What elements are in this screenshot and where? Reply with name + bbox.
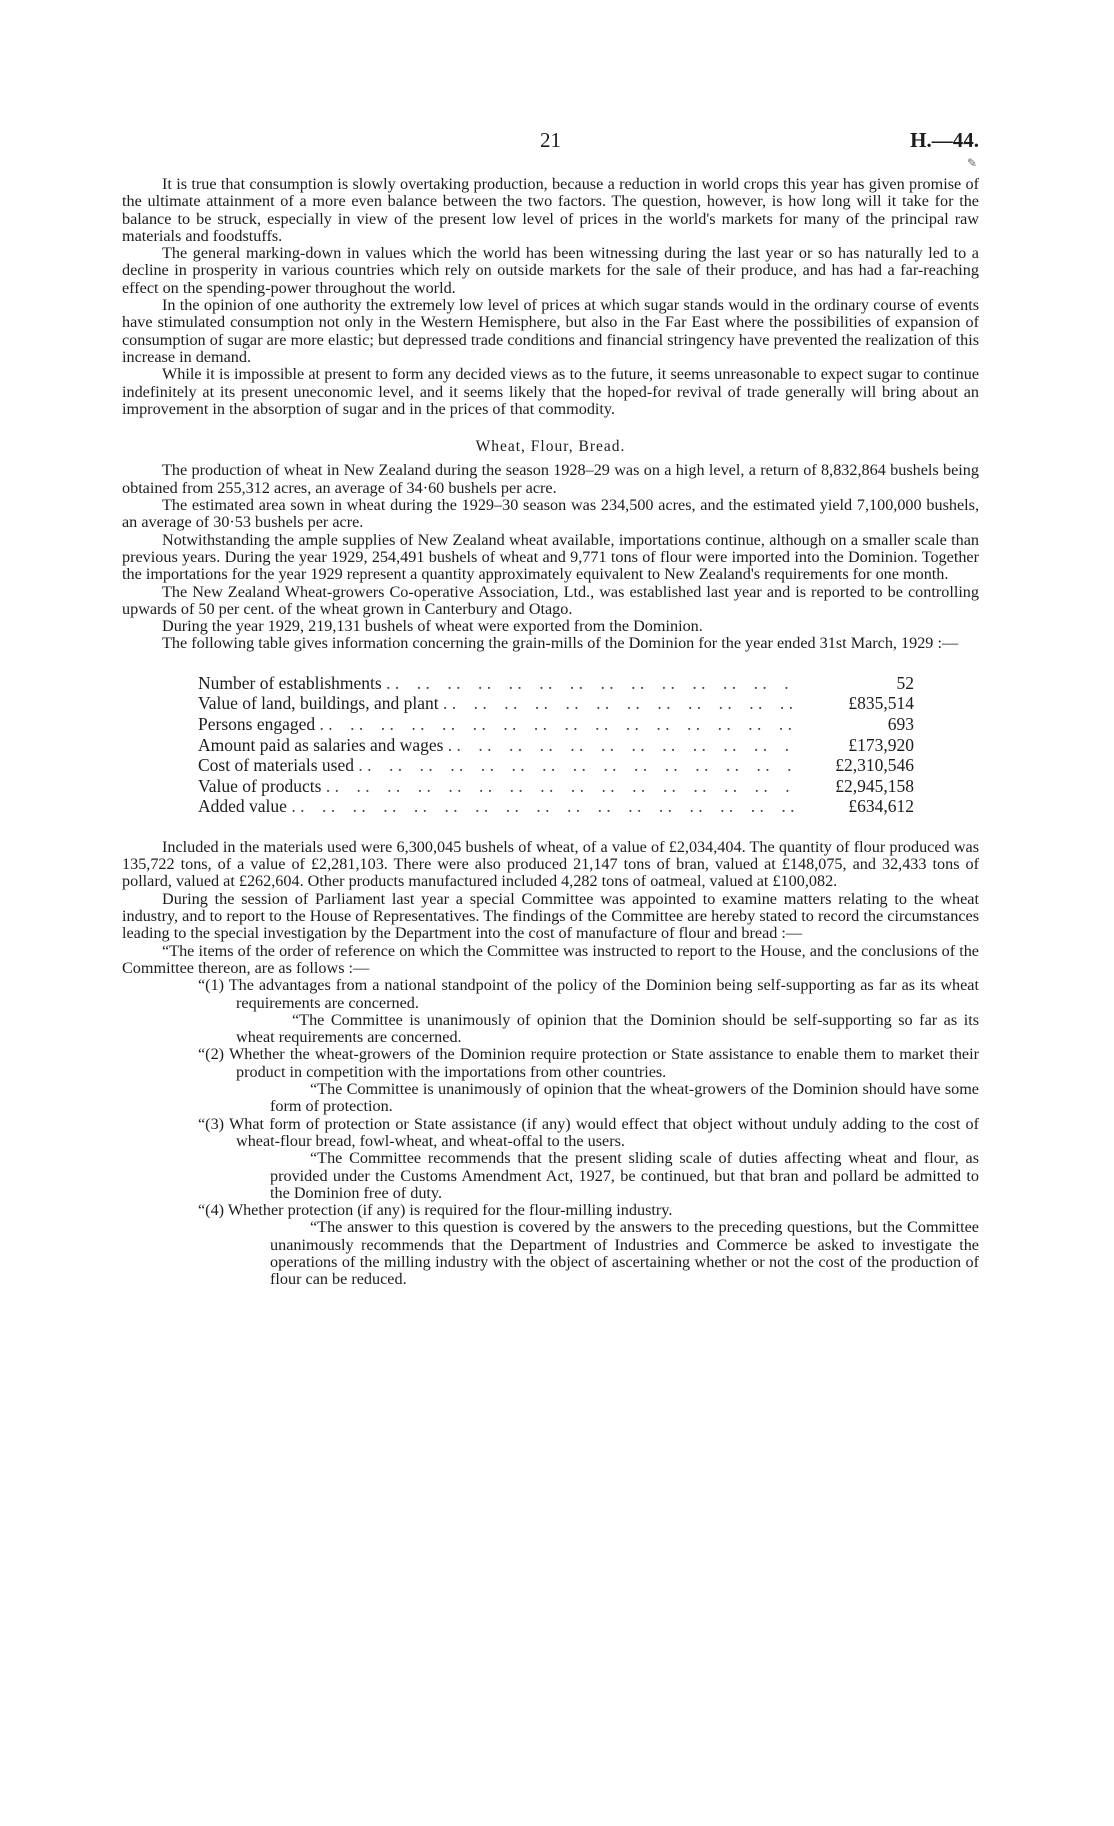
row-value: 693 [887,713,914,734]
paragraph: The estimated area sown in wheat during the 1929–30 season was 234,500 acres, and the estimated yield 7,100,000 bushels, an average of 30·53 bushels per acre. [122,496,979,532]
page-header [122,128,979,170]
table-row [198,693,914,714]
page-number: 21 [540,128,561,152]
table-row [198,755,914,776]
committee-question: “(3) What form of protection or State assistance (if any) would effect that object without unduly adding to the cost of wheat-flour bread, fowl-wheat, and wheat-offal to the users. [198,1114,979,1150]
row-label: Cost of materials used . . [198,755,794,776]
paragraph: The following table gives information concerning the grain-mills of the Dominion for the year ended 31st March, 1929 :— [162,634,959,653]
row-label: Persons engaged . . [198,714,794,735]
paragraph: The general marking-down in values which the world has been witnessing during the last year or so has naturally led to a decline in prosperity in various countries which rely on outside markets for the sale of their produce, and has had a far-reaching effect on the spending-power throughout the world. [122,244,979,297]
table-row [198,776,914,797]
section-heading: Wheat, Flour, Bread. [475,438,626,456]
paragraph: During the session of Parliament last year a special Committee was appointed to examine matters relating to the wheat industry, and to report to the House of Representatives. The findings of the Committee are hereby stated to record the circumstances leading to the special investigation by the Department into the cost of manufacture of flour and bread :— [122,889,979,943]
paragraph: Notwithstanding the ample supplies of New Zealand wheat available, importations continue, although on a smaller scale than previous years. During the year 1929, 254,491 bushels of wheat and 9,771 tons of flour were imported into the Dominion. Together the importations for the year 1929 represent a quantity approximately equivalent to New Zealand's requirements for one month. [122,530,979,584]
row-label: Added value . . [198,796,794,817]
grain-mills-table [198,673,914,817]
paragraph: It is true that consumption is slowly overtaking production, because a reduction in world crops this year has given promise of the ultimate attainment of a more even balance between the two factors. The question, however, is how long will it take for the balance to be struck, especially in view of the present low level of prices in the world's markets for many of the principal raw materials and foodstuffs. [122,175,979,245]
paragraph: While it is impossible at present to form any decided views as to the future, it seems unreasonable to expect sugar to continue indefinitely at its present uneconomic level, and it seems likely that the hoped-for revival of trade generally will bring about an improvement in the absorption of sugar and in the prices of that commodity. [122,365,979,418]
row-label: Value of land, buildings, and plant . . [198,693,794,714]
row-value: £634,612 [848,796,914,817]
table-row [198,796,914,817]
row-label: Amount paid as salaries and wages . . [198,735,794,756]
table-row [198,673,914,694]
table-row [198,714,914,735]
paragraph: Included in the materials used were 6,300,045 bushels of wheat, of a value of £2,034,404. The quantity of flour produced was 135,722 tons, of a value of £2,281,103. There were also produced 21,147 tons of bran, valued at £148,075, and 32,433 tons of pollard, valued at £262,604. Other products manufactured included 4,282 tons of oatmeal, valued at £100,082. [122,837,979,891]
committee-answer: “The Committee recommends that the present sliding scale of duties affecting wheat and flour, as provided under the Customs Amendment Act, 1927, be continued, but that bran and pollard be admitted to the Dominion free of duty. [270,1149,979,1202]
row-label: Number of establishments . . [198,673,794,694]
row-value: £2,310,546 [835,755,914,776]
table-row [198,735,914,756]
committee-answer: “The answer to this question is covered by the answers to the preceding questions, but the Committee unanimously recommends that the Department of Industries and Commerce be asked to investigate the operations of the milling industry with the object of ascertaining whether or not the cost of the production of flour can be reduced. [270,1218,979,1289]
committee-question: “(1) The advantages from a national standpoint of the policy of the Dominion being self-supporting as far as its wheat requirements are concerned. [198,976,979,1012]
row-value: £2,945,158 [835,775,914,796]
paragraph: The New Zealand Wheat-growers Co-operative Association, Ltd., was established last year and is reported to be controlling upwards of 50 per cent. of the wheat grown in Canterbury and Otago. [122,582,979,618]
page-body [122,176,979,1289]
document-page [122,0,979,1826]
row-value: £835,514 [848,693,914,714]
row-label: Value of products . . [198,776,794,797]
document-reference: H.—44. [910,128,979,152]
paragraph: In the opinion of one authority the extremely low level of prices at which sugar stands would in the ordinary course of events have stimulated consumption not only in the Western Hemisphere, but also in the Far East where the possibilities of expansion of consumption of sugar are more elastic; but depressed trade conditions and financial stringency have prevented the realization of this increase in demand. [122,296,979,366]
row-value: 52 [896,672,914,693]
committee-question: “(4) Whether protection (if any) is required for the flour-milling industry. [198,1201,673,1220]
paragraph: “The items of the order of reference on which the Committee was instructed to report to the House, and the conclusions of the Committee thereon, are as follows :— [122,941,979,977]
committee-answer: “The Committee is unanimously of opinion that the wheat-growers of the Dominion should have some form of protection. [270,1080,979,1116]
paragraph: The production of wheat in New Zealand during the season 1928–29 was on a high level, a return of 8,832,864 bushels being obtained from 255,312 acres, an average of 34·60 bushels per acre. [122,461,979,497]
committee-question: “(2) Whether the wheat-growers of the Dominion require protection or State assistance to enable them to market their product in competition with the importations from other countries. [198,1045,979,1081]
row-value: £173,920 [848,734,914,755]
committee-answer: “The Committee is unanimously of opinion that the Dominion should be self-supporting so far as its wheat requirements are concerned. [236,1010,979,1047]
paragraph: During the year 1929, 219,131 bushels of wheat were exported from the Dominion. [162,617,703,636]
ink-mark: ✎ [966,156,977,170]
